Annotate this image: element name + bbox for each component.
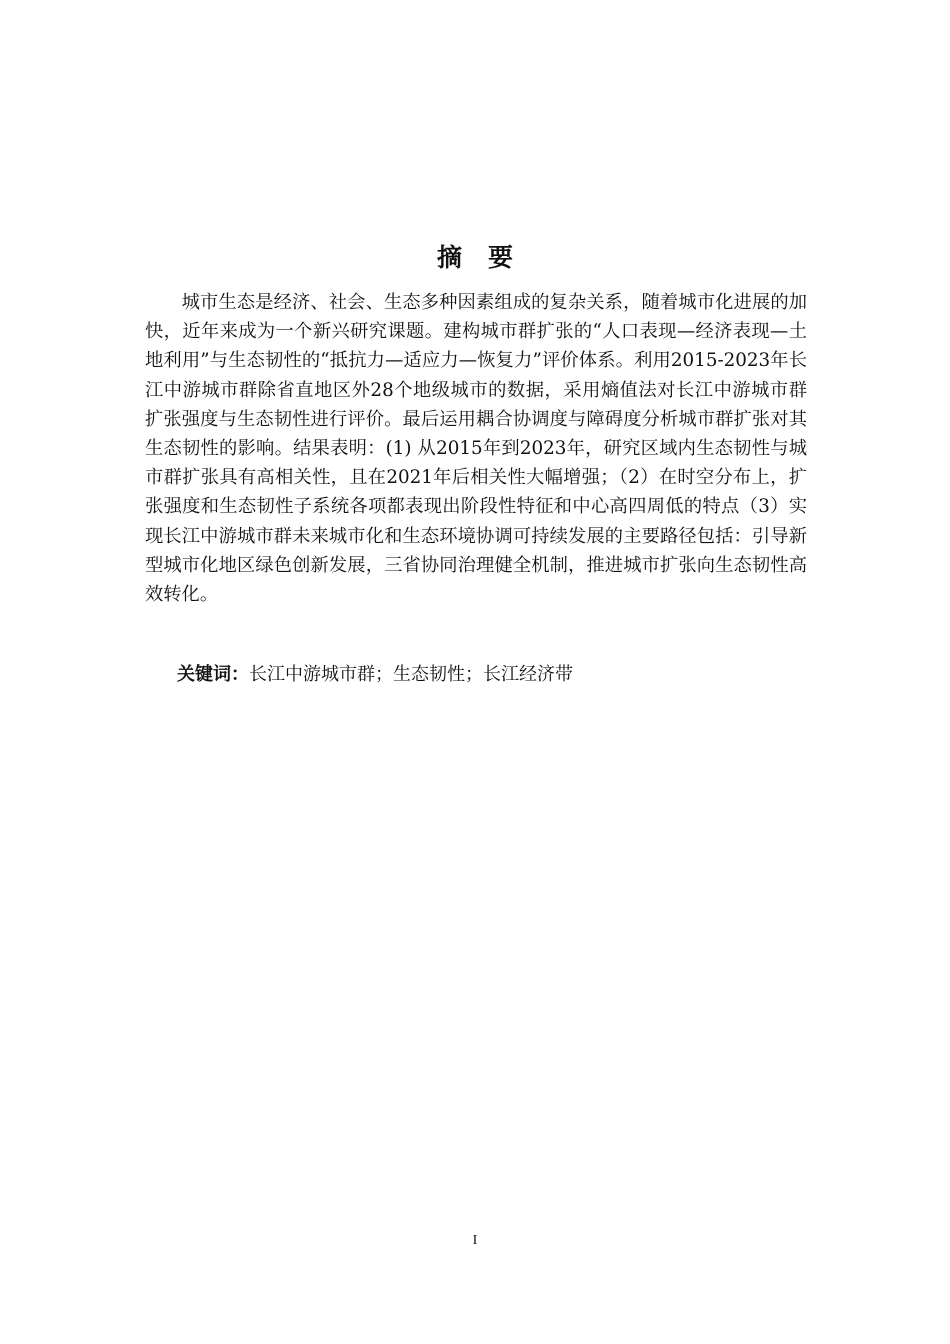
- abstract-paragraph: 城市生态是经济、社会、生态多种因素组成的复杂关系，随着城市化进展的加快，近年来成为一个新兴研究课题。建构城市群扩张的“人口表现—经济表现—土地利用”与生态韧性的“抵抗力—适应力—恢复力”评价体系。利用2015-2023年长江中游城市群除省直地区外28个地级城市的数据，采用熵值法对长江中游城市群扩张强度与生态韧性进行评价。最后运用耦合协调度与障碍度分析城市群扩张对其生态韧性的影响。结果表明：(1) 从2015年到2023年，研究区域内生态韧性与城市群扩张具有高相关性，且在2021年后相关性大幅增强；（2）在时空分布上，扩张强度和生态韧性子系统各项都表现出阶段性特征和中心高四周低的特点（3）实现长江中游城市群未来城市化和生态环境协调可持续发展的主要路径包括：引导新型城市化地区绿色创新发展，三省协同治理健全机制，推进城市扩张向生态韧性高效转化。: [145, 292, 807, 606]
- keywords-line: [177, 660, 807, 689]
- heading-char-1: 摘: [436, 243, 462, 272]
- keywords-label: 关键词：: [177, 664, 249, 685]
- heading-char-2: 要: [488, 243, 514, 272]
- page-number: I: [472, 1233, 478, 1248]
- keywords-value: 长江中游城市群；生态韧性；长江经济带: [249, 664, 573, 685]
- abstract-heading: [0, 238, 950, 278]
